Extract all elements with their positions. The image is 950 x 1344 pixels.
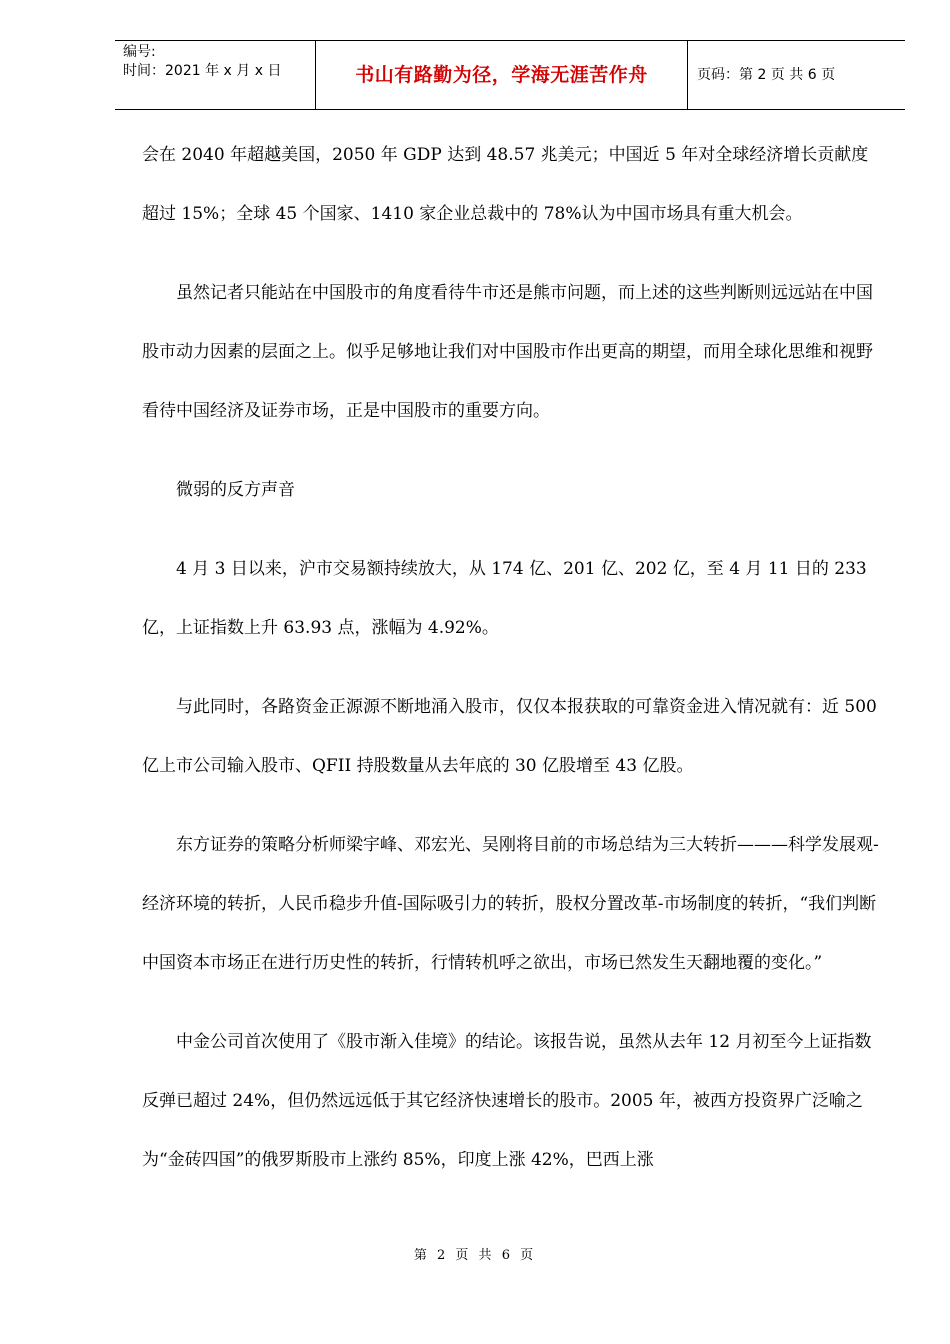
document-body — [142, 126, 882, 1190]
page-header — [115, 40, 905, 110]
header-motto: 书山有路勤为径，学海无涯苦作舟 — [315, 41, 688, 109]
page-footer: 第 2 页 共 6 页 — [413, 1248, 537, 1263]
paragraph-1: 会在 2040 年超越美国，2050 年 GDP 达到 48.57 兆美元；中国近 5 年对全球经济增长贡献度超过 15%；全球 45 个国家、1410 家企业总裁中的 78%认为中国市场具有重大机会。 — [142, 145, 869, 224]
paragraph-4: 与此同时，各路资金正源源不断地涌入股市，仅仅本报获取的可靠资金进入情况就有：近 500 亿上市公司输入股市、QFII 持股数量从去年底的 30 亿股增至 43 亿股。 — [142, 697, 877, 776]
document-code-label: 编号: — [123, 44, 156, 60]
header-page-info: 页码：第 2 页 共 6 页 — [697, 67, 836, 83]
paragraph-2: 虽然记者只能站在中国股市的角度看待牛市还是熊市问题，而上述的这些判断则远远站在中国股市动力因素的层面之上。似乎足够地让我们对中国股市作出更高的期望，而用全球化思维和视野看待中国经济及证券市场，正是中国股市的重要方向。 — [142, 283, 873, 421]
document-date: 时间：2021 年 x 月 x 日 — [123, 63, 282, 79]
paragraph-6: 中金公司首次使用了《股市渐入佳境》的结论。该报告说，虽然从去年 12 月初至今上证指数反弹已超过 24%，但仍然远远低于其它经济快速增长的股市。2005 年，被西方投资界广泛喻之为“金砖四国”的俄罗斯股市上涨约 85%，印度上涨 42%，巴西上涨 — [142, 1032, 872, 1170]
paragraph-3: 4 月 3 日以来，沪市交易额持续放大，从 174 亿、201 亿、202 亿，至 4 月 11 日的 233 亿，上证指数上升 63.93 点，涨幅为 4.92%。 — [142, 559, 867, 638]
paragraph-5: 东方证券的策略分析师梁宇峰、邓宏光、吴刚将目前的市场总结为三大转折———科学发展观-经济环境的转折，人民币稳步升值-国际吸引力的转折，股权分置改革-市场制度的转折，“我们判断中国资本市场正在进行历史性的转折，行情转机呼之欲出，市场已然发生天翻地覆的变化。” — [142, 835, 879, 973]
header-meta — [115, 41, 315, 109]
section-heading: 微弱的反方声音 — [176, 480, 295, 500]
